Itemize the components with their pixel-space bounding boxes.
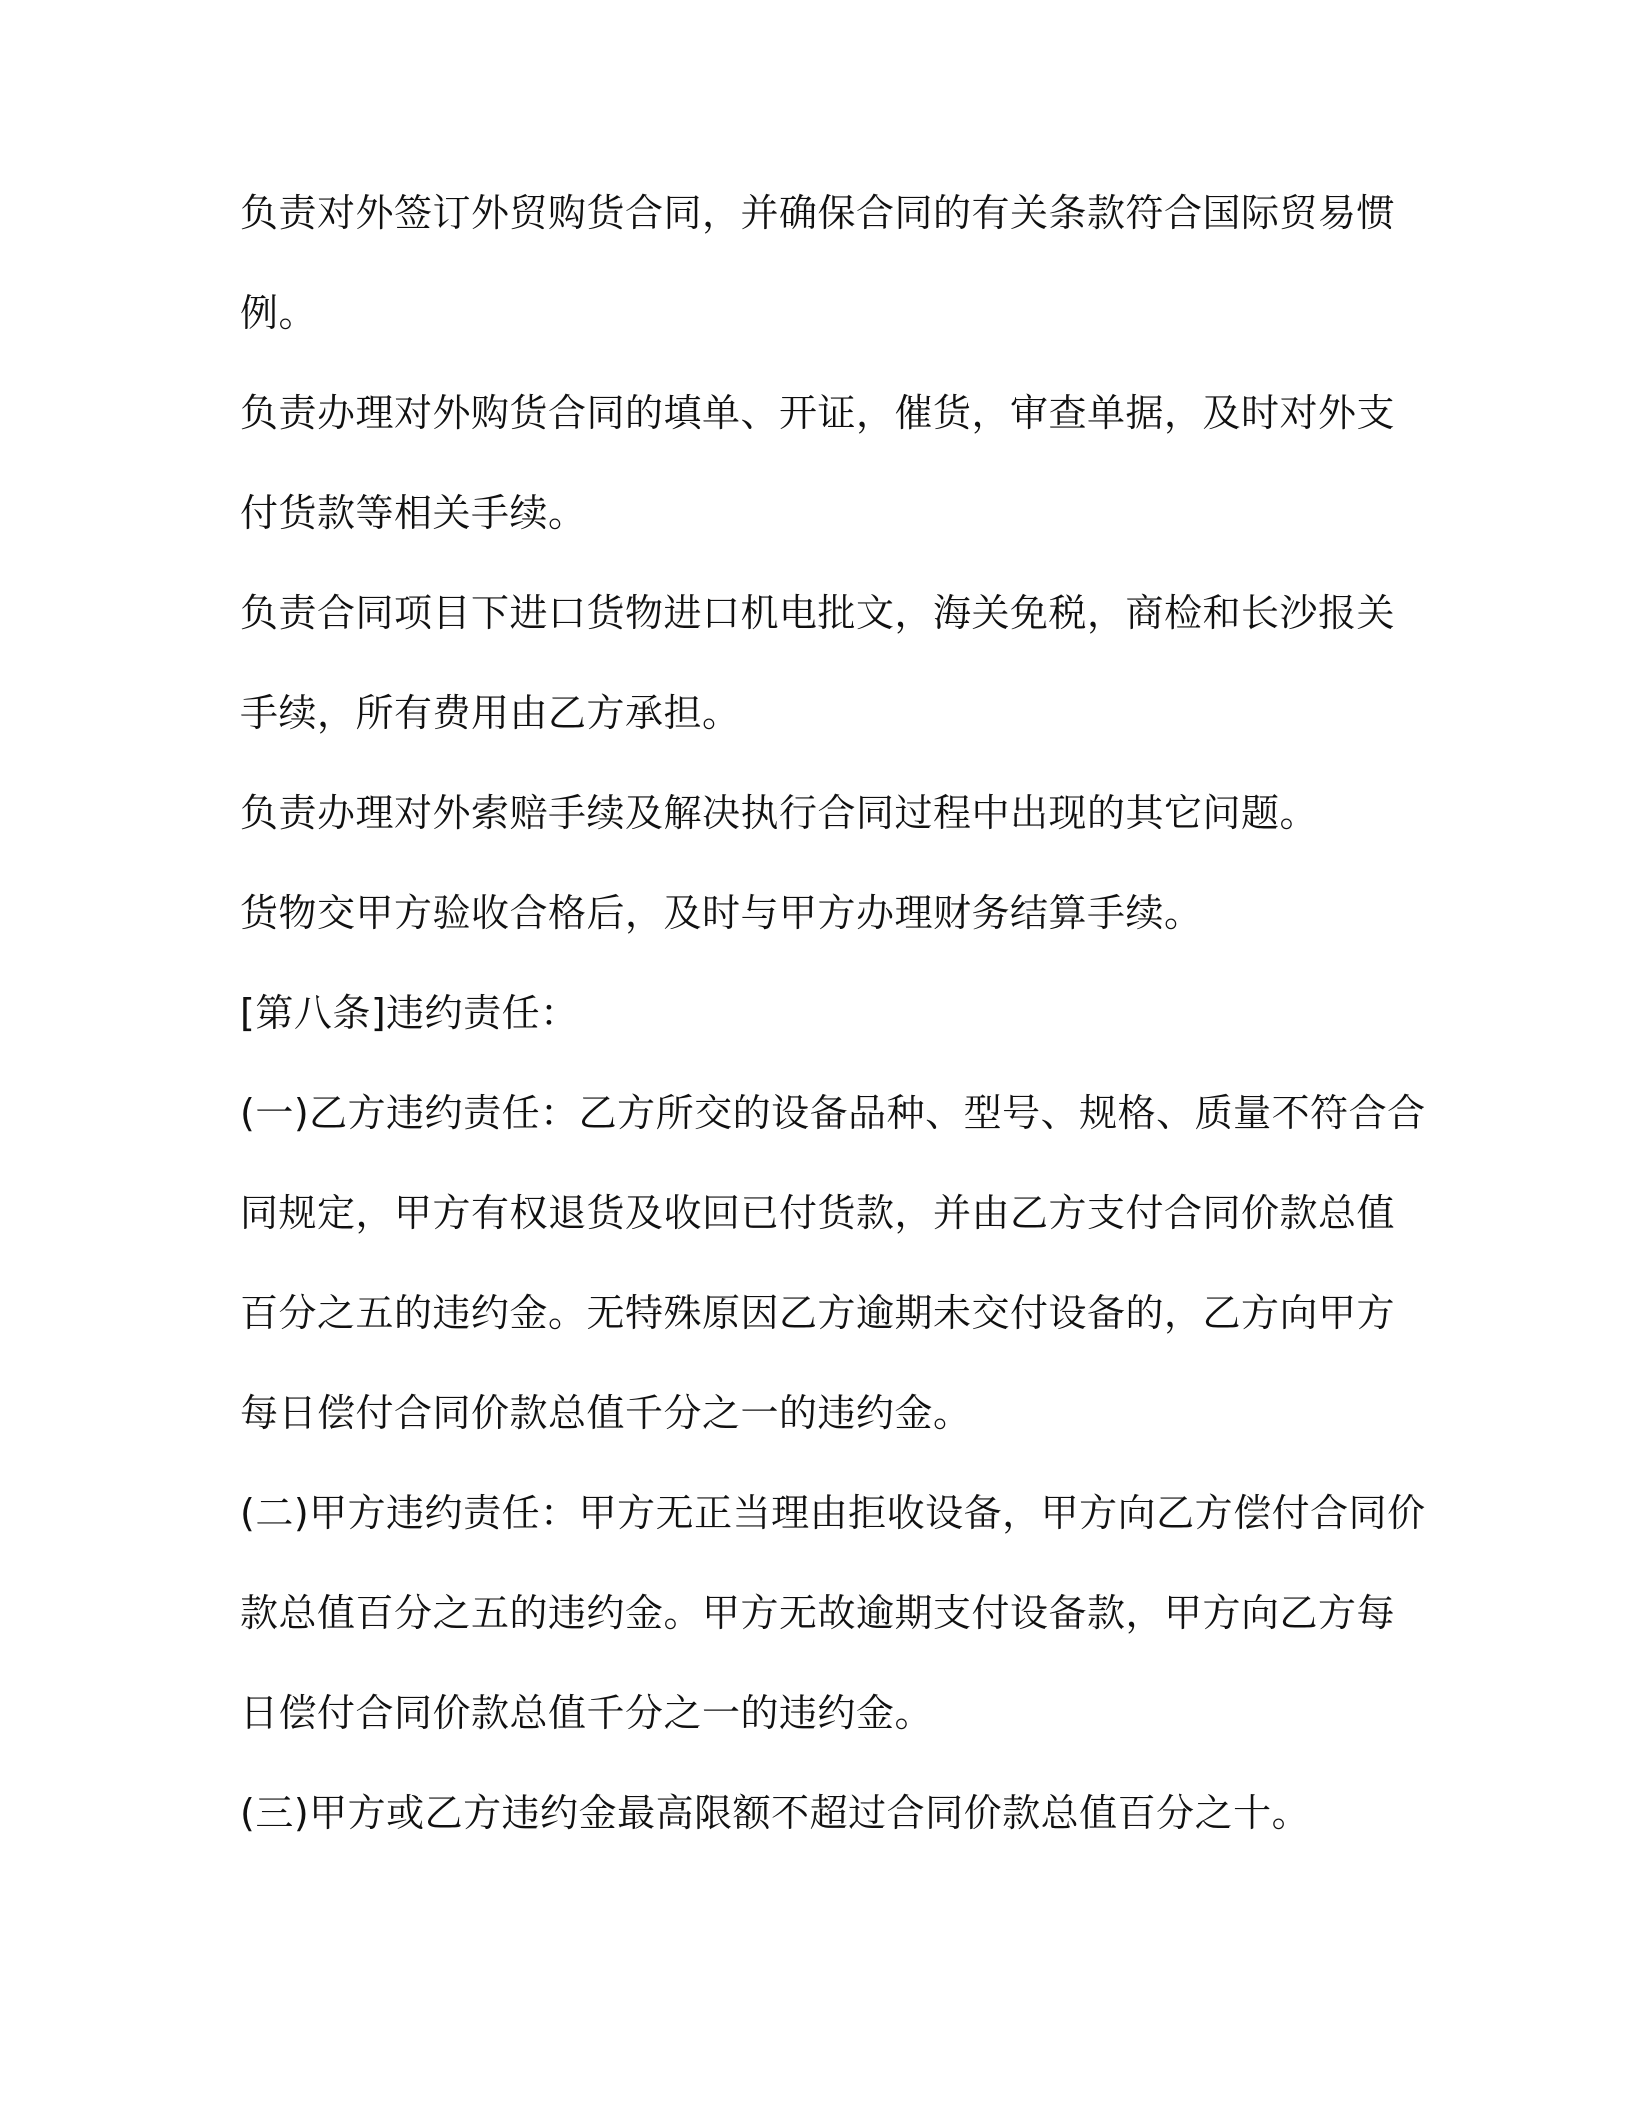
text-line: (二)甲方违约责任：甲方无正当理由拒收设备，甲方向乙方偿付合同价	[240, 1491, 1426, 1535]
text-line: 手续，所有费用由乙方承担。	[240, 691, 741, 735]
text-line: 货物交甲方验收合格后，及时与甲方办理财务结算手续。	[240, 891, 1203, 935]
text-line: (三)甲方或乙方违约金最高限额不超过合同价款总值百分之十。	[240, 1791, 1311, 1835]
text-line: 同规定，甲方有权退货及收回已付货款，并由乙方支付合同价款总值	[240, 1191, 1396, 1235]
text-line: (一)乙方违约责任：乙方所交的设备品种、型号、规格、质量不符合合	[240, 1091, 1426, 1135]
text-line: 每日偿付合同价款总值千分之一的违约金。	[240, 1391, 972, 1435]
text-line: 例。	[240, 291, 318, 335]
text-line: 百分之五的违约金。无特殊原因乙方逾期未交付设备的，乙方向甲方	[240, 1291, 1396, 1335]
text-line: 负责办理对外索赔手续及解决执行合同过程中出现的其它问题。	[240, 791, 1319, 835]
text-line: 负责对外签订外贸购货合同，并确保合同的有关条款符合国际贸易惯	[240, 191, 1396, 235]
text-line: 负责办理对外购货合同的填单、开证，催货，审查单据，及时对外支	[240, 391, 1396, 435]
text-line: 付货款等相关手续。	[240, 491, 587, 535]
text-line: 负责合同项目下进口货物进口机电批文，海关免税，商检和长沙报关	[240, 591, 1396, 635]
text-line: 款总值百分之五的违约金。甲方无故逾期支付设备款，甲方向乙方每	[240, 1591, 1396, 1635]
section-heading: [第八条]违约责任：	[240, 991, 579, 1035]
text-line: 日偿付合同价款总值千分之一的违约金。	[240, 1691, 934, 1735]
